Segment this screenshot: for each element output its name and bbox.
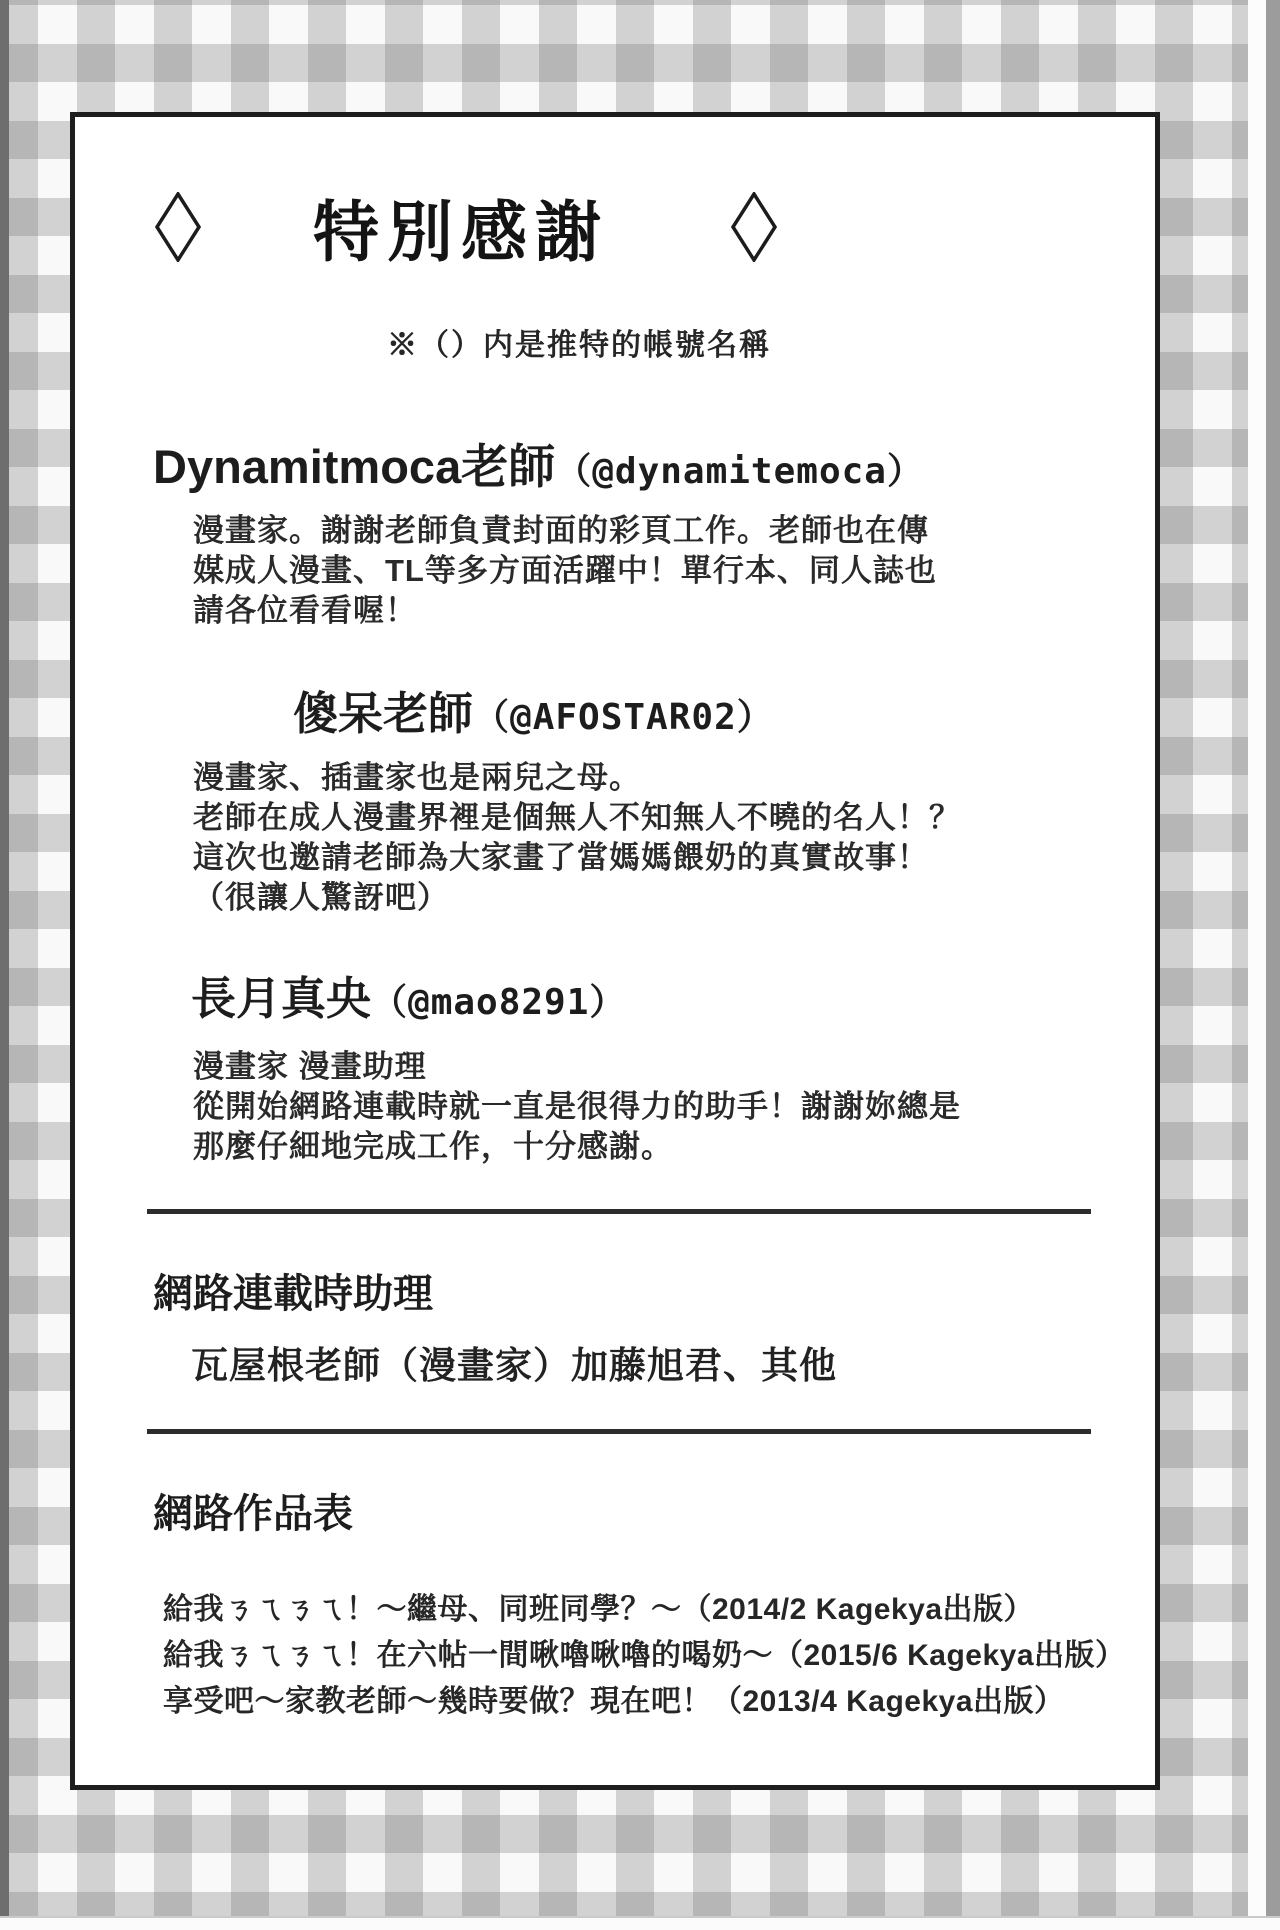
credit-section-dynamitmoca (75, 430, 1155, 631)
credit-name: 傻呆老師 (293, 688, 474, 739)
credit-heading (153, 430, 1155, 497)
credit-paragraph (193, 758, 1155, 918)
works-item: 給我ㄋㄟㄋㄟ！在六帖一間啾嚕啾嚕的喝奶～（2015/6 Kagekya出版） (163, 1639, 1126, 1672)
scan-edge-left (0, 0, 9, 1930)
assistants-heading: 網路連載時助理 (153, 1272, 433, 1316)
diamond-right-icon (731, 192, 777, 262)
works-list (163, 1587, 1155, 1725)
content-sheet (70, 112, 1160, 1790)
assistants-names: 瓦屋根老師（漫畫家）加藤旭君、其他 (191, 1345, 837, 1386)
works-section (75, 1482, 1155, 1725)
divider (147, 1209, 1091, 1214)
diamond-left-icon (155, 192, 201, 262)
credit-paragraph (193, 511, 1155, 631)
credit-twitter-handle: （@AFOSTAR02） (473, 697, 774, 738)
scan-edge-right-gray (1266, 0, 1280, 1930)
works-heading: 網路作品表 (153, 1492, 353, 1536)
credit-line: 漫畫家 漫畫助理 (193, 1049, 427, 1084)
assistants-section (75, 1262, 1155, 1389)
credit-twitter-handle: （@mao8291） (371, 982, 627, 1023)
credit-heading (293, 677, 1155, 742)
works-item: 給我ㄋㄟㄋㄟ！～繼母、同班同學？～（2014/2 Kagekya出版） (163, 1593, 1035, 1626)
credit-line: 這次也邀請老師為大家畫了當媽媽餵奶的真實故事！ (193, 840, 929, 875)
credit-heading (191, 962, 1155, 1027)
page-title: 特別感謝 (313, 195, 609, 269)
credit-paragraph (193, 1047, 1155, 1167)
credit-line: （很讓人驚訝吧） (193, 880, 449, 915)
credit-name: 長月真央 (191, 973, 372, 1024)
credit-twitter-handle: （@dynamitemoca） (555, 451, 924, 492)
credit-line: 漫畫家。謝謝老師負責封面的彩頁工作。老師也在傳 (193, 513, 929, 548)
subtitle-note: ※（）内是推特的帳號名稱 (387, 329, 771, 362)
title-row (75, 179, 1155, 274)
credit-line: 漫畫家、插畫家也是兩兒之母。 (193, 760, 641, 795)
divider (147, 1429, 1091, 1434)
credit-line: 從開始網路連載時就一直是很得力的助手！謝謝妳總是 (193, 1089, 961, 1124)
credit-line: 老師在成人漫畫界裡是個無人不知無人不曉的名人！？ (193, 800, 961, 835)
credit-line: 那麼仔細地完成工作，十分感謝。 (193, 1129, 673, 1164)
works-item: 享受吧～家教老師～幾時要做？現在吧！（2013/4 Kagekya出版） (163, 1685, 1065, 1718)
credit-section-afostar (75, 677, 1155, 918)
credit-name: Dynamitmoca老師 (153, 440, 556, 493)
credit-line: 媒成人漫畫、TL等多方面活躍中！單行本、同人誌也 (193, 553, 937, 588)
scan-edge-bottom (0, 1916, 1280, 1930)
credit-section-mao (75, 962, 1155, 1167)
credit-line: 請各位看看喔！ (193, 593, 417, 628)
scan-edge-right-white (1248, 0, 1266, 1930)
